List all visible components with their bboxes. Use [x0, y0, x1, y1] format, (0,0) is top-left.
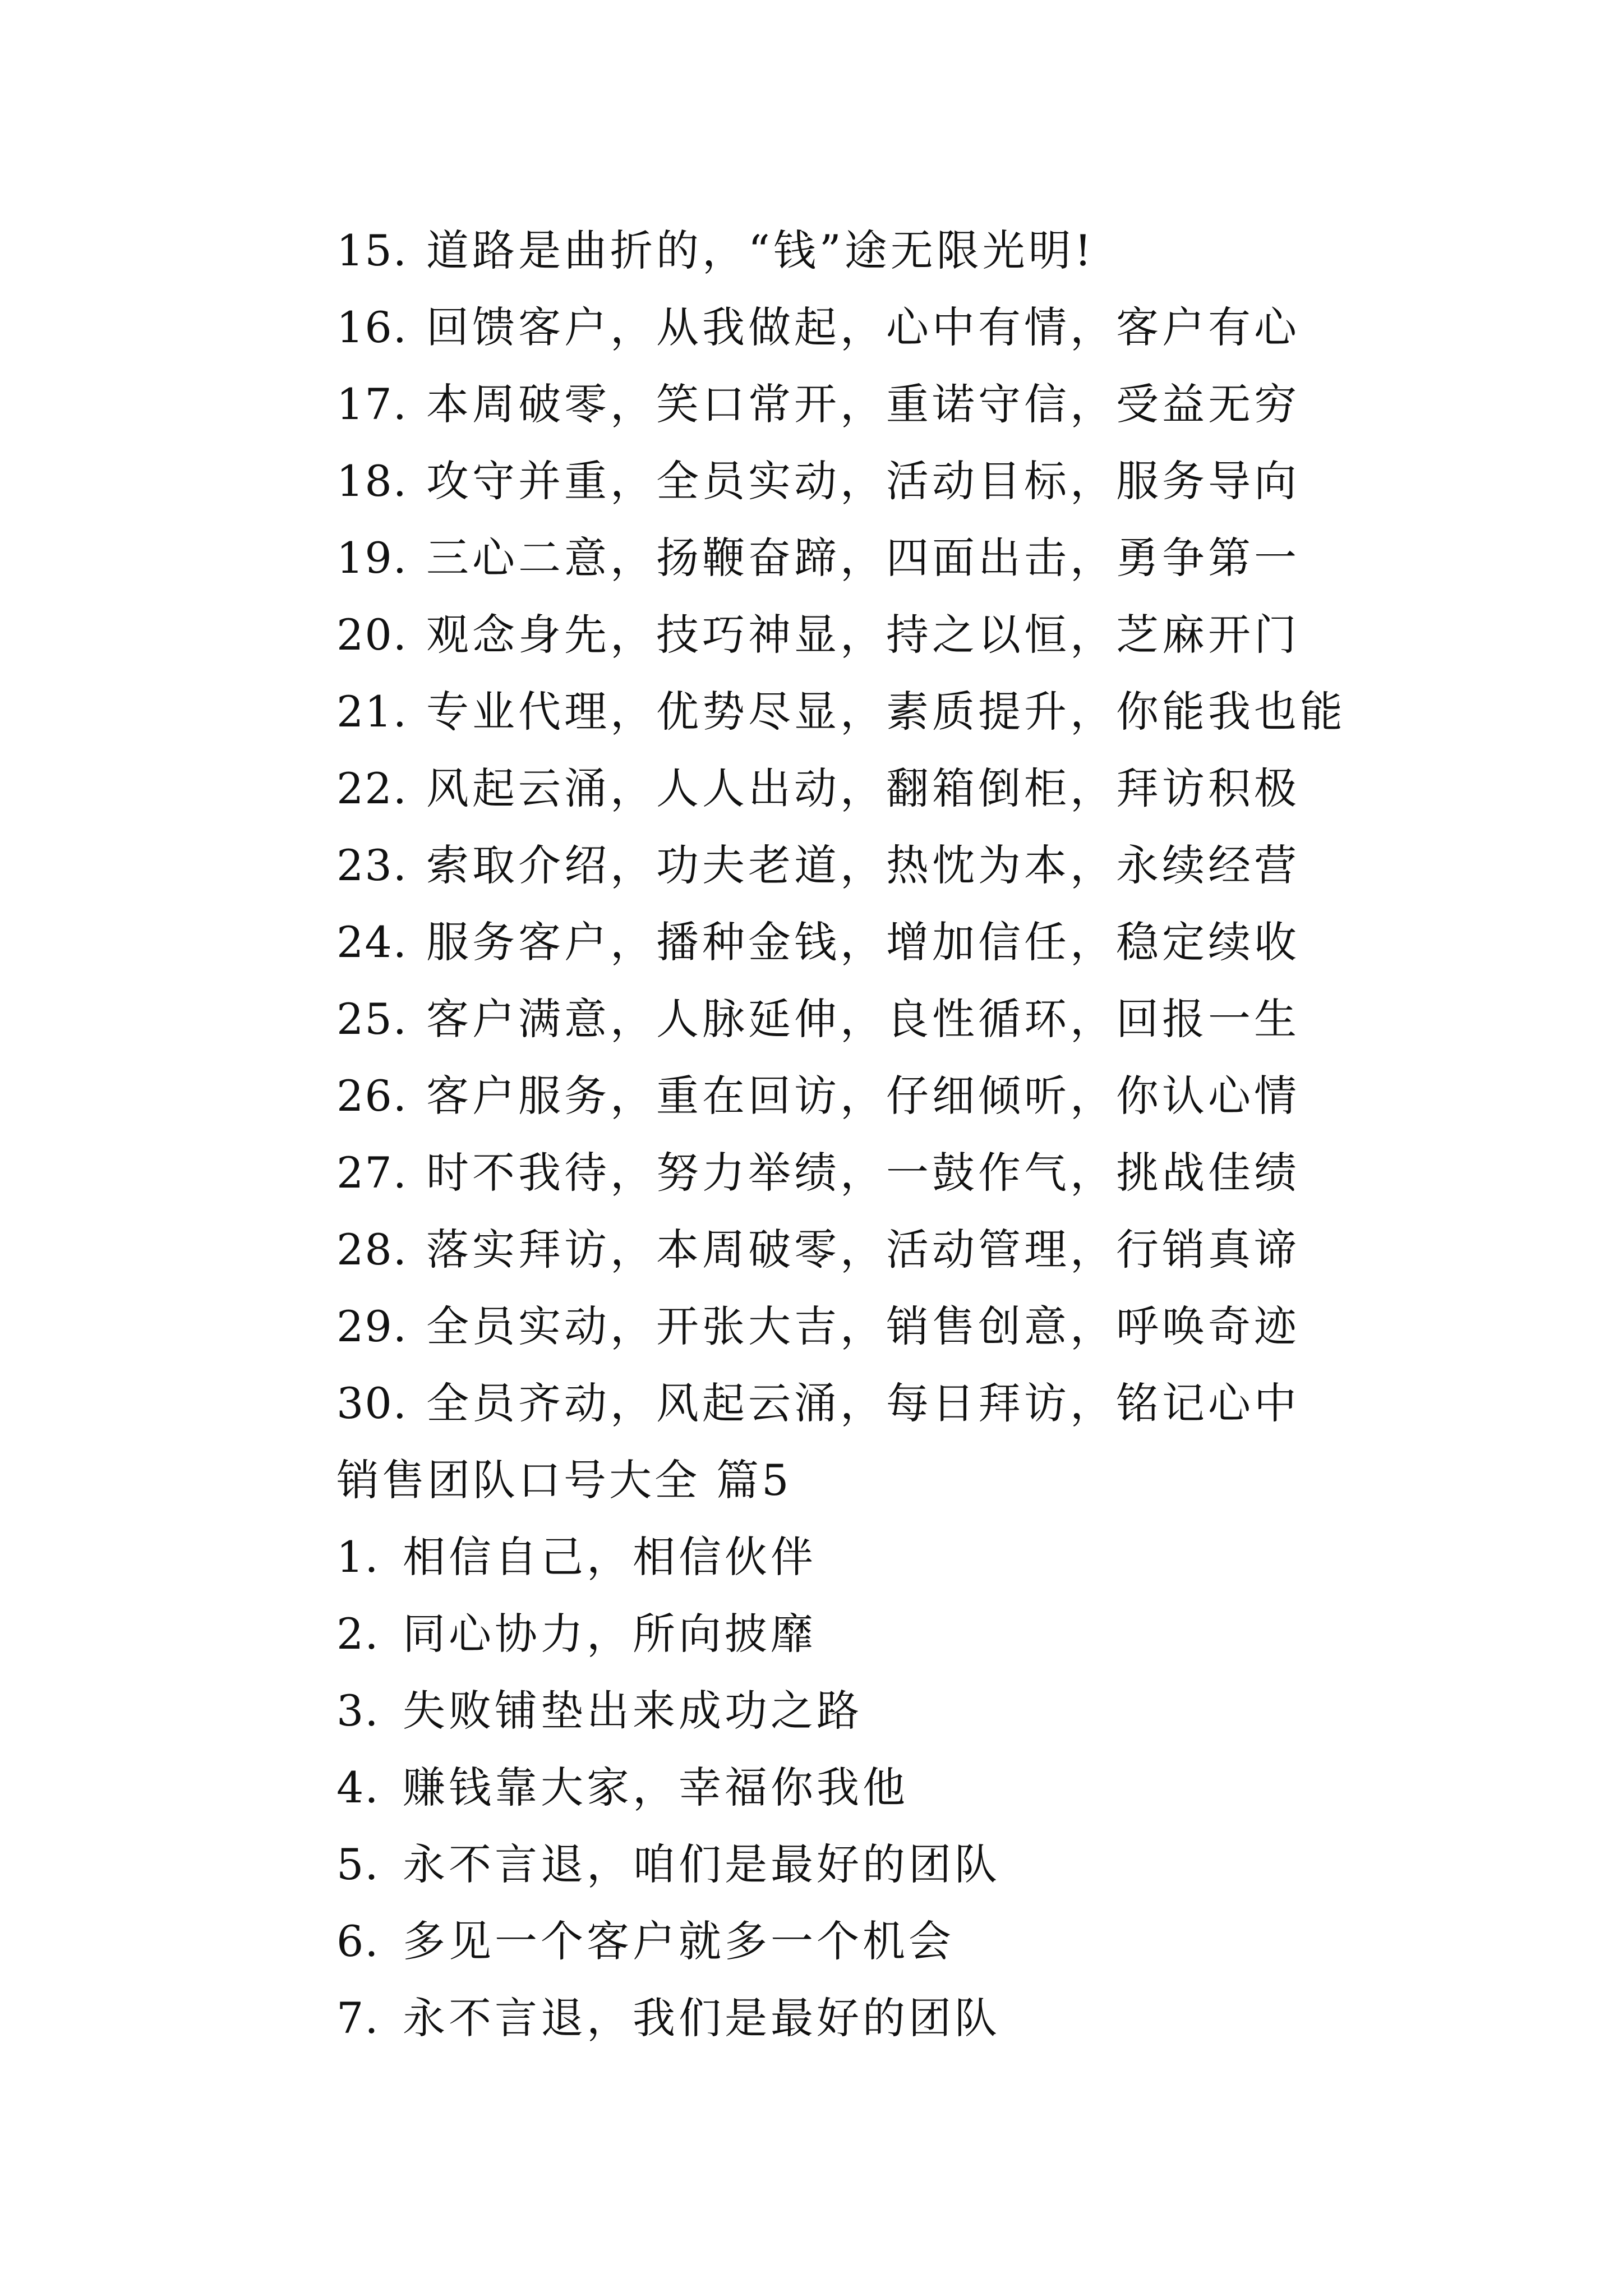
list-item: [336, 827, 1458, 904]
list-item: [336, 366, 1458, 443]
item-number: 19.: [336, 533, 408, 583]
item-number: 6.: [336, 1916, 380, 1966]
item-number: 27.: [336, 1148, 408, 1198]
item-text: 专业代理，优势尽显，素质提升，你能我也能: [426, 687, 1346, 737]
list-item: [336, 1595, 1458, 1672]
item-text: 客户服务，重在回访，仔细倾听，你认心情: [426, 1071, 1300, 1121]
list-item: [336, 981, 1458, 1057]
list-item: [336, 596, 1458, 673]
item-number: 3.: [336, 1686, 380, 1736]
list-item: [336, 212, 1458, 289]
item-number: 17.: [336, 379, 408, 429]
item-number: 18.: [336, 456, 408, 506]
item-number: 4.: [336, 1763, 380, 1812]
item-text: 观念身先，技巧神显，持之以恒，芝麻开门: [426, 610, 1300, 660]
item-number: 28.: [336, 1225, 408, 1274]
item-number: 5.: [336, 1839, 380, 1889]
list-item: [336, 519, 1458, 596]
item-text: 风起云涌，人人出动，翻箱倒柜，拜访积极: [426, 763, 1300, 813]
item-number: 22.: [336, 763, 408, 813]
item-text: 本周破零，笑口常开，重诺守信，受益无穷: [426, 379, 1300, 429]
list-item: [336, 289, 1458, 366]
item-text: 同心协力，所向披靡: [403, 1609, 817, 1659]
item-text: 赚钱靠大家，幸福你我他: [403, 1763, 909, 1812]
item-number: 29.: [336, 1301, 408, 1351]
item-number: 20.: [336, 610, 408, 660]
item-text: 三心二意，扬鞭奋蹄，四面出击，勇争第一: [426, 533, 1300, 583]
item-number: 21.: [336, 687, 408, 737]
item-text: 永不言退，咱们是最好的团队: [403, 1839, 1000, 1889]
item-number: 1.: [336, 1532, 380, 1582]
item-text: 落实拜访，本周破零，活动管理，行销真谛: [426, 1225, 1300, 1274]
item-text: 索取介绍，功夫老道，热忱为本，永续经营: [426, 840, 1300, 890]
section-heading: 销售团队口号大全 篇5: [336, 1455, 792, 1505]
list-item: [336, 1826, 1458, 1903]
item-text: 永不言退，我们是最好的团队: [403, 1993, 1000, 2043]
list-item: [336, 1365, 1458, 1442]
list-item: [336, 1980, 1458, 2056]
list-item: [336, 1211, 1458, 1288]
item-text: 时不我待，努力举绩，一鼓作气，挑战佳绩: [426, 1148, 1300, 1198]
item-number: 24.: [336, 917, 408, 967]
item-text: 相信自己，相信伙伴: [403, 1532, 817, 1582]
item-number: 26.: [336, 1071, 408, 1121]
list-item: [336, 1134, 1458, 1211]
item-number: 16.: [336, 302, 408, 352]
item-text: 失败铺垫出来成功之路: [403, 1686, 863, 1736]
item-text: 全员实动，开张大吉，销售创意，呼唤奇迹: [426, 1301, 1300, 1351]
list-item: [336, 1057, 1458, 1134]
item-text: 道路是曲折的，“钱”途无限光明!: [426, 226, 1095, 275]
item-number: 25.: [336, 994, 408, 1044]
item-number: 23.: [336, 840, 408, 890]
list-item: [336, 1672, 1458, 1749]
list-item: [336, 673, 1458, 750]
item-text: 回馈客户，从我做起，心中有情，客户有心: [426, 302, 1300, 352]
list-item: [336, 904, 1458, 981]
item-number: 30.: [336, 1378, 408, 1428]
item-text: 全员齐动，风起云涌，每日拜访，铭记心中: [426, 1378, 1300, 1428]
item-number: 7.: [336, 1993, 380, 2043]
list-item: [336, 1903, 1458, 1980]
item-text: 客户满意，人脉延伸，良性循环，回报一生: [426, 994, 1300, 1044]
item-text: 攻守并重，全员实动，活动目标，服务导向: [426, 456, 1300, 506]
list-item: [336, 443, 1458, 519]
item-text: 多见一个客户就多一个机会: [403, 1916, 955, 1966]
list-item: [336, 1519, 1458, 1595]
list-item: [336, 1288, 1458, 1365]
item-number: 2.: [336, 1609, 380, 1659]
item-number: 15.: [336, 226, 408, 275]
list-item: [336, 750, 1458, 827]
list-item: [336, 1749, 1458, 1826]
document-body: [336, 212, 1458, 2056]
item-text: 服务客户，播种金钱，增加信任，稳定续收: [426, 917, 1300, 967]
